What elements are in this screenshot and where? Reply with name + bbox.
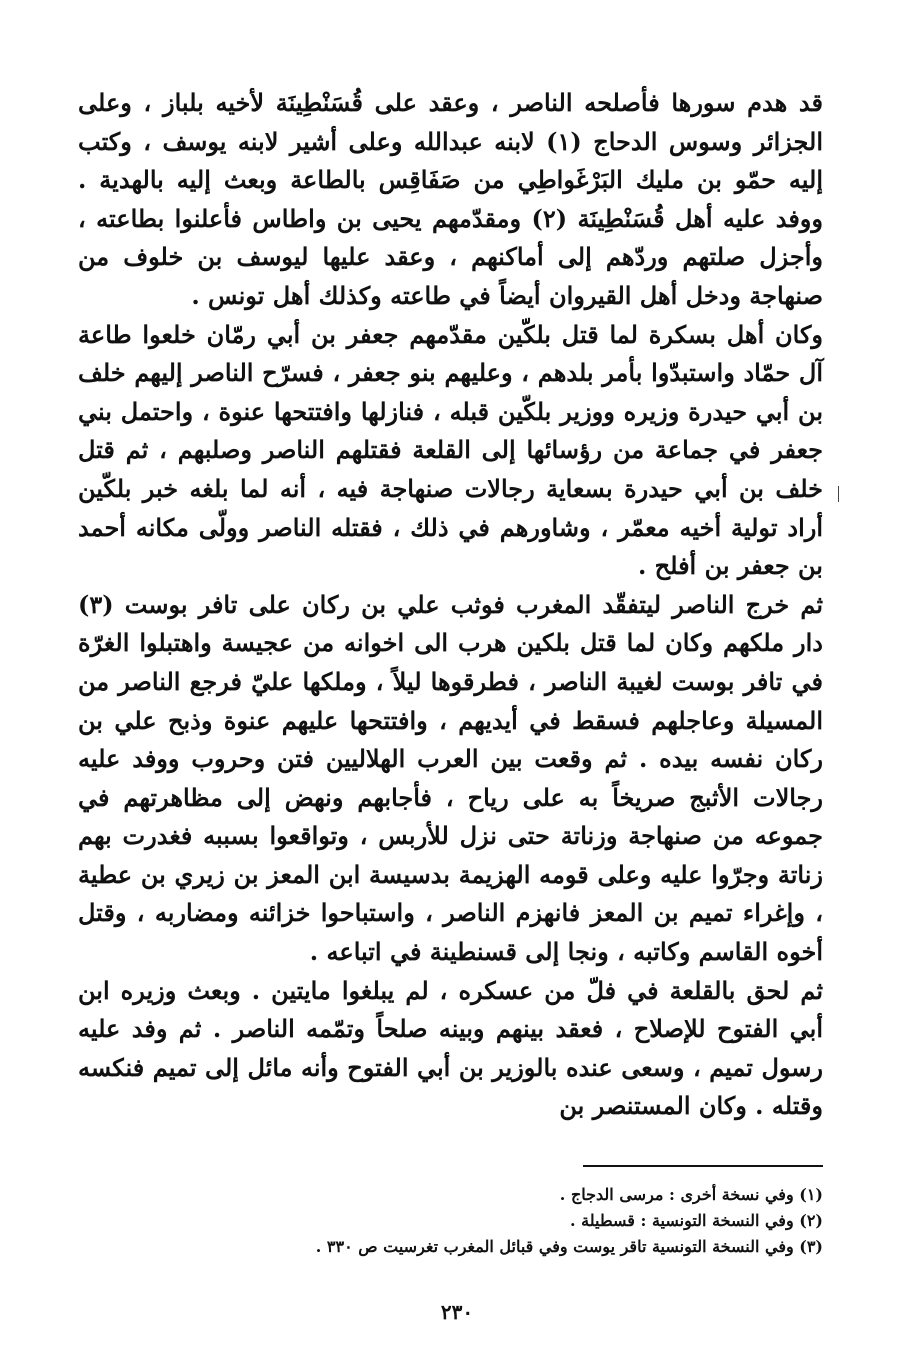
paragraph-2: وكان أهل بسكرة لما قتل بلكّين مقدّمهم جعفر بن أبي رمّان خلعوا طاعة آل حمّاد واستبدّوا بأمر بلدهم ، وعليهم بنو جعفر ، فسرّح الناصر إليهم خلف بن أبي حيدرة وزيره ووزير بلكّين قبله ، فنازلها وافتتحها عنوة ، واحتمل بني جعفر في جماعة من رؤسائها إلى القلعة فقتلهم الناصر وصلبهم ، ثم قتل خلف بن أبي حيدرة بسعاية رجالات صنهاجة فيه ، أنه لما بلغه خبر بلكّين أراد تولية أخيه معمّر ، وشاورهم في ذلك ، فقتله الناصر وولّى مكانه أحمد بن جعفر بن أفلح .: [78, 319, 823, 581]
paragraph-1: قد هدم سورها فأصلحه الناصر ، وعقد على قُسَنْطِينَة لأخيه بلباز ، وعلى الجزائر وسوس الدحاج (١) لابنه عبدالله وعلى أشير لابنه يوسف ، وكتب إليه حمّو بن مليك البَرْغَواطِي من صَفَاقِس بالطاعة وبعث إليه بالهدية . ووفد عليه أهل قُسَنْطِينَة (٢) ومقدّمهم يحيى بن واطاس فأعلنوا بطاعته ، وأجزل صلتهم وردّهم إلى أماكنهم ، وعقد عليها ليوسف بن خلوف من صنهاجة ودخل أهل القيروان أيضاً في طاعته وكذلك أهل تونس .: [78, 88, 824, 310]
footnote-1: (١) وفي نسخة أخرى : مرسى الدجاج .: [559, 1185, 823, 1204]
footnote-3: (٣) وفي النسخة التونسية تاقر يوست وفي قبائل المغرب تغرسيت ص ٣٣٠ .: [315, 1237, 823, 1256]
paragraph-3: ثم خرج الناصر ليتفقّد المغرب فوثب علي بن ركان على تافر بوست (٣) دار ملكهم وكان لما قتل بلكين هرب الى اخوانه من عجيسة واهتبلوا الغرّة في تافر بوست لغيبة الناصر ، فطرقوها ليلاً ، وملكها عليّ فرجع الناصر من المسيلة وعاجلهم فسقط في أيديهم ، وافتتحها عليهم عنوة وذبح علي بن ركان نفسه بيده . ثم وقعت بين العرب الهلاليين فتن وحروب ووفد عليه رجالات الأثبج صريخاً به على رياح ، فأجابهم ونهض إلى مظاهرتهم في جموعه من صنهاجة وزناتة حتى نزل للأربس ، وتواقعوا بسببه فغدرت بهم زناتة وجرّوا عليه وعلى قومه الهزيمة بدسيسة ابن المعز بن زيري بن عطية ، وإغراء تميم بن المعز فانهزم الناصر ، واستباحوا خزائنه ومضاربه ، وقتل أخوه القاسم وكاتبه ، ونجا إلى قسنطينة في اتباعه .: [78, 589, 823, 967]
footnote-divider: [583, 1165, 823, 1167]
paragraph-4: ثم لحق بالقلعة في فلّ من عسكره ، لم يبلغوا مايتين . وبعث وزيره ابن أبي الفتوح للإصلاح ، فعقد بينهم وبينه صلحاً وتمّمه الناصر . ثم وفد عليه رسول تميم ، وسعى عنده بالوزير بن أبي الفتوح وأنه مائل إلى تميم فنكسه وقتله . وكان المستنصر بن: [78, 975, 823, 1121]
footnotes: [300, 1182, 823, 1260]
footnote-2: (٢) وفي النسخة التونسية : قسطيلة .: [570, 1211, 823, 1230]
main-text: [78, 84, 823, 1126]
margin-mark: [838, 486, 839, 502]
page-number: ٢٣٠: [440, 1300, 474, 1324]
